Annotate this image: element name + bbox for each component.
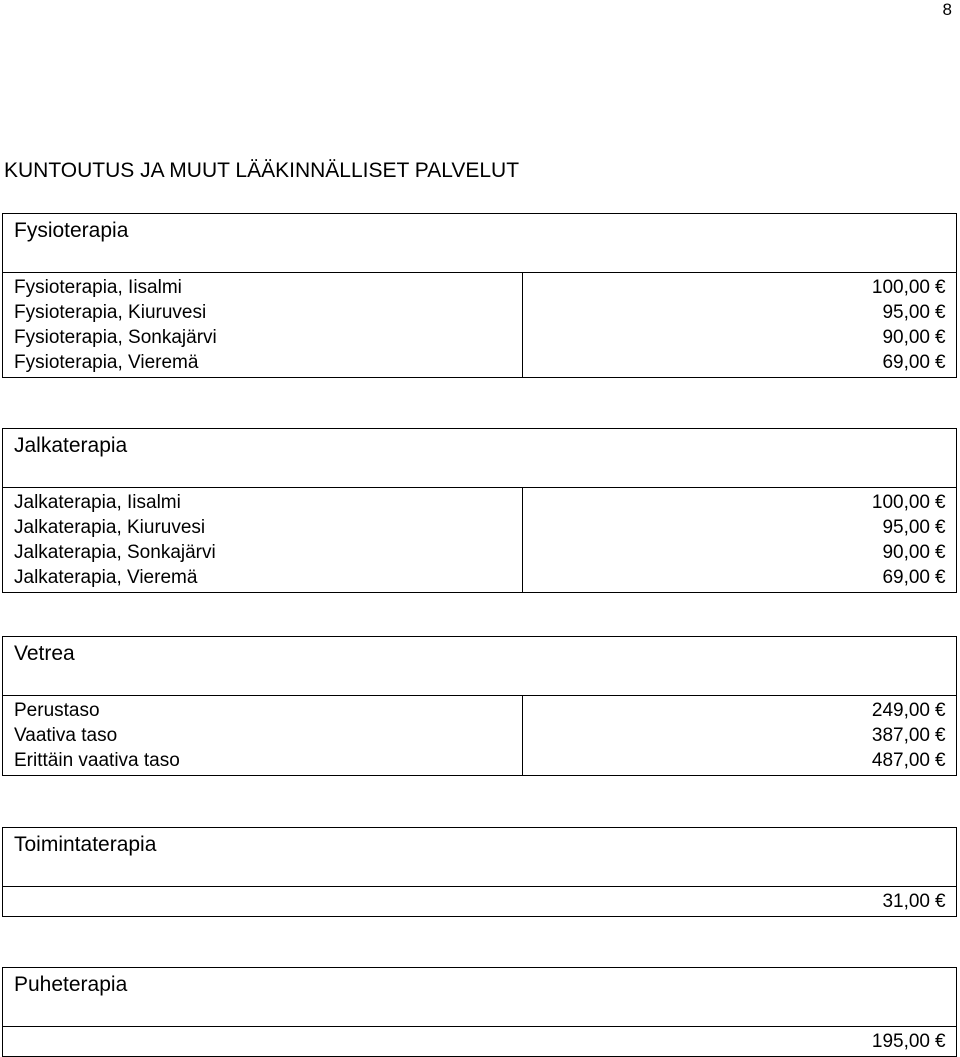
service-prices <box>523 696 956 775</box>
section-puheterapia <box>2 967 957 1057</box>
service-label: Erittäin vaativa taso <box>14 750 180 771</box>
euro-sign: € <box>935 542 946 563</box>
price-value: 487,00 <box>871 750 930 771</box>
section-title: Puheterapia <box>3 968 956 1027</box>
service-prices <box>523 273 956 377</box>
price-value: 69,00 <box>882 567 930 588</box>
service-label: Jalkaterapia, Sonkajärvi <box>14 542 216 563</box>
service-labels <box>3 273 523 377</box>
price-value: 249,00 <box>871 700 930 721</box>
price-row <box>3 889 949 914</box>
price-value: 387,00 <box>871 725 930 746</box>
service-label: Jalkaterapia, Kiuruvesi <box>14 517 206 538</box>
service-prices <box>3 887 956 916</box>
price-row <box>523 325 949 350</box>
price-row <box>3 1029 949 1054</box>
section-title: Jalkaterapia <box>3 429 956 488</box>
price-row <box>523 698 949 723</box>
price-row <box>523 490 949 515</box>
document-heading: KUNTOUTUS JA MUUT LÄÄKINNÄLLISET PALVELUT <box>4 159 520 182</box>
price-row <box>523 300 949 325</box>
section-jalkaterapia <box>2 428 957 593</box>
euro-sign: € <box>935 327 946 348</box>
price-value: 100,00 <box>871 492 930 513</box>
euro-sign: € <box>935 302 946 323</box>
price-value: 69,00 <box>882 352 930 373</box>
section-vetrea <box>2 636 957 776</box>
service-prices <box>3 1027 956 1056</box>
section-fysioterapia <box>2 213 957 378</box>
section-toimintaterapia <box>2 827 957 917</box>
euro-sign: € <box>935 492 946 513</box>
service-label: Perustaso <box>14 700 100 721</box>
euro-sign: € <box>935 517 946 538</box>
euro-sign: € <box>935 352 946 373</box>
service-prices <box>523 488 956 592</box>
service-label: Jalkaterapia, Iisalmi <box>14 492 181 513</box>
euro-sign: € <box>935 750 946 771</box>
euro-sign: € <box>935 891 946 912</box>
page-number: 8 <box>942 0 952 19</box>
price-value: 95,00 <box>882 302 930 323</box>
section-title: Fysioterapia <box>3 214 956 273</box>
price-value: 95,00 <box>882 517 930 538</box>
price-row <box>523 540 949 565</box>
price-value: 90,00 <box>882 542 930 563</box>
euro-sign: € <box>935 567 946 588</box>
price-row <box>523 515 949 540</box>
euro-sign: € <box>935 700 946 721</box>
euro-sign: € <box>935 277 946 298</box>
service-label: Fysioterapia, Sonkajärvi <box>14 327 217 348</box>
euro-sign: € <box>935 1031 946 1052</box>
section-title: Toimintaterapia <box>3 828 956 887</box>
price-row <box>523 275 949 300</box>
price-row <box>523 723 949 748</box>
service-label: Jalkaterapia, Vieremä <box>14 567 198 588</box>
service-labels <box>3 488 523 592</box>
price-row <box>523 748 949 773</box>
price-value: 195,00 <box>871 1031 930 1052</box>
service-labels <box>3 696 523 775</box>
service-label: Vaativa taso <box>14 725 118 746</box>
euro-sign: € <box>935 725 946 746</box>
service-label: Fysioterapia, Kiuruvesi <box>14 302 207 323</box>
service-label: Fysioterapia, Vieremä <box>14 352 199 373</box>
section-title: Vetrea <box>3 637 956 696</box>
price-row <box>523 350 949 375</box>
service-label: Fysioterapia, Iisalmi <box>14 277 182 298</box>
price-value: 90,00 <box>882 327 930 348</box>
price-value: 100,00 <box>871 277 930 298</box>
price-row <box>523 565 949 590</box>
price-value: 31,00 <box>882 891 930 912</box>
